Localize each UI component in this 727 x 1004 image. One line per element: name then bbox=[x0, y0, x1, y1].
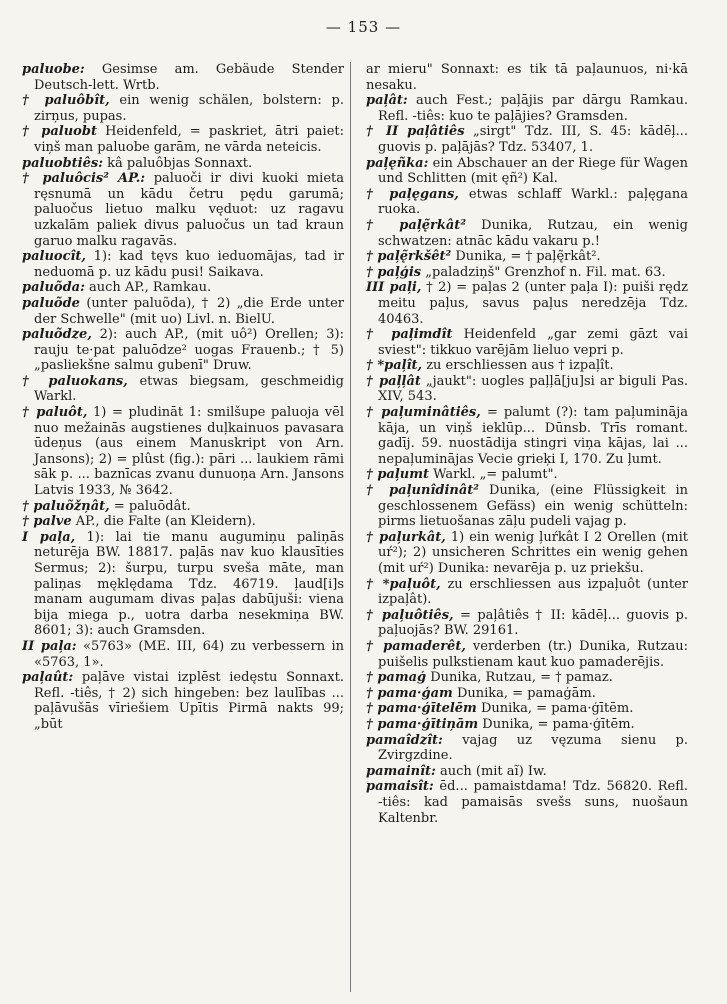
entry-text: kâ paluôbjas Sonnaxt. bbox=[107, 155, 253, 171]
dictionary-entry bbox=[366, 483, 688, 530]
entry-text: Heidenfeld, = paskriet, ātri paiet: viņš man paluobe garām, ne vārda neteicis. bbox=[34, 124, 344, 155]
entry-headword: paluobe: bbox=[22, 62, 85, 77]
entry-text: paļāve vistai izplēst iedęstu Sonnaxt. Refl. -tiês, † 2) sich hingeben: bez laulības ... paļāvušās vīriešiem Upītis Pirmā nakts 99; „būt bbox=[34, 670, 344, 732]
dictionary-entry bbox=[366, 686, 688, 702]
entry-text: = paļâtiês † II: kādēļ... guovis p. paļuojās? BW. 29161. bbox=[378, 607, 688, 639]
dictionary-entry bbox=[366, 717, 688, 733]
entry-text: Dunika, = † paļę̃rkât². bbox=[455, 249, 601, 265]
entry-text: zu erschliessen aus † izpaļît. bbox=[426, 358, 614, 374]
entry-text: ēd... pamaistdama! Tdz. 56820. Refl. -tiês: kad pamaisās svešs suns, nuošaun Kaltenbr. bbox=[378, 779, 688, 826]
entry-headword: † paļimdît bbox=[366, 327, 453, 343]
entry-headword: † paluokans, bbox=[22, 373, 128, 389]
right-column bbox=[366, 62, 688, 826]
entry-text: „jaukt": uogles paļļā[ju]si ar biguli Pas. XIV, 543. bbox=[378, 373, 688, 405]
dictionary-entry bbox=[366, 701, 688, 717]
entry-text: „paladziņš" Grenzhof n. Fil. mat. 63. bbox=[425, 264, 666, 280]
dictionary-entry bbox=[366, 577, 688, 608]
dictionary-entry bbox=[22, 296, 344, 327]
entry-headword: pamaisît: bbox=[366, 779, 434, 795]
entry-text: Dunika, = pama·ģītēm. bbox=[480, 701, 634, 717]
entry-headword: paļaût: bbox=[22, 670, 74, 686]
entry-headword: † paluôt, bbox=[22, 405, 88, 421]
entry-text: auch Fest.; paļājis par dārgu Ramkau. Refl. -tiês: kuo te paļājies? Gramsden. bbox=[378, 93, 688, 124]
dictionary-entry bbox=[366, 249, 688, 265]
dictionary-entry bbox=[366, 639, 688, 670]
entry-text: Dunika, Rutzau, = † pamaz. bbox=[430, 670, 613, 686]
entry-text: auch (mit aĩ) Iw. bbox=[439, 763, 547, 779]
entry-text: ar mieru" Sonnaxt: es tik tā paļaunuos, ni·kā nesaku. bbox=[366, 62, 688, 93]
dictionary-entry bbox=[22, 405, 344, 499]
dictionary-entry bbox=[366, 156, 688, 187]
dictionary-entry bbox=[366, 327, 688, 358]
entry-text: Dunika, (eine Flüssigkeit in geschlossenem Gefäss) ein wenig schütteln: pirms lietuošanas zāļu pudeli vajag p. bbox=[378, 483, 688, 530]
entry-headword: II paļa: bbox=[22, 638, 77, 654]
dictionary-entry bbox=[366, 62, 688, 93]
entry-headword: III paļi, bbox=[366, 280, 422, 296]
dictionary-entry bbox=[22, 280, 344, 296]
entry-text: (unter paluõda), † 2) „die Erde unter der Schwelle" (mit uo) Livl. n. BielU. bbox=[34, 295, 344, 327]
dictionary-entry bbox=[366, 93, 688, 124]
entry-text: verderben (tr.) Dunika, Rutzau: puišelis pulkstienam kaut kuo pamaderējis. bbox=[378, 638, 689, 670]
entry-headword: † pama·ģītelēm bbox=[366, 701, 477, 717]
entry-headword: † pamaderêt, bbox=[366, 638, 466, 654]
entry-headword: pamainît: bbox=[366, 763, 436, 779]
entry-headword: † paļģis bbox=[366, 264, 422, 280]
entry-headword: paļęñka: bbox=[366, 155, 429, 171]
entry-headword: † paļę̃rkât² bbox=[366, 217, 467, 233]
entry-headword: † paluõžņât, bbox=[22, 498, 110, 514]
entry-headword: † paļļât bbox=[366, 373, 421, 389]
dictionary-entry bbox=[22, 530, 344, 639]
entry-text: Heidenfeld „gar zemi gāzt vai sviest": tikkuo varējām lieluo vepri p. bbox=[378, 327, 688, 358]
dictionary-entry bbox=[366, 265, 688, 281]
dictionary-entry bbox=[22, 156, 344, 172]
dictionary-entry bbox=[22, 499, 344, 515]
dictionary-entry bbox=[366, 608, 688, 639]
entry-headword: † paļęgans, bbox=[366, 186, 459, 202]
column-divider bbox=[350, 62, 351, 992]
dictionary-entry bbox=[366, 187, 688, 218]
entry-headword: † paļumt bbox=[366, 467, 429, 483]
entry-headword: † pamaģ bbox=[366, 670, 427, 686]
entry-text: etwas schlaff Warkl.: paļęgana ruoka. bbox=[378, 186, 689, 218]
entry-text: vajag uz vęzuma sienu p. Zvirgzdine. bbox=[378, 732, 688, 764]
entry-headword: † paļę̃rkšêt² bbox=[366, 249, 452, 265]
entry-text: 1) ein wenig ļuŕkât I 2 Orellen (mit uŕ²); 2) unsicheren Schrittes ein wenig gehen (mit uŕ²) Dunika: nevarēja p. uz priekšu. bbox=[378, 529, 688, 576]
entry-text: = paluōdât. bbox=[113, 498, 191, 514]
dictionary-entry bbox=[22, 670, 344, 732]
entry-text: 1) = pludināt 1: smilšupe paluoja vēl nuo mežainās augstienes duļkainuos pavasara ūdeņus (aus einem Manuskript von Arn. Jansons); 2) = plûst (fig.): pāri ... laukiem rāmi sāk p. ... baznīcas zvanu dunuoņa Arn. Jansons Latvis 1933, № 3642. bbox=[34, 405, 344, 499]
entry-text: Dunika, = pamaģām. bbox=[456, 685, 596, 701]
entry-headword: paluocît, bbox=[22, 249, 86, 265]
dictionary-entry bbox=[22, 514, 344, 530]
entry-text: «5763» (ME. III, 64) zu verbessern in «5763, 1». bbox=[34, 638, 344, 670]
entry-headword: † *paļît, bbox=[366, 358, 423, 374]
dictionary-entry bbox=[366, 670, 688, 686]
entry-headword: pamaîdzît: bbox=[366, 732, 443, 748]
dictionary-entry bbox=[366, 280, 688, 327]
entry-headword: † II paļâtiês bbox=[366, 124, 465, 140]
entry-text: Warkl. „= palumt". bbox=[433, 467, 558, 483]
dictionary-entry bbox=[366, 779, 688, 826]
entry-headword: paluõda: bbox=[22, 280, 85, 296]
entry-headword: † paļuminâtiês, bbox=[366, 405, 481, 421]
entry-headword: † paļunîdinât² bbox=[366, 483, 479, 499]
dictionary-entry bbox=[22, 249, 344, 280]
dictionary-entry bbox=[22, 374, 344, 405]
entry-text: Dunika, Rutzau, ein wenig schwatzen: atnāc kādu vakaru p.! bbox=[378, 217, 688, 249]
entry-headword: I paļa, bbox=[22, 529, 76, 545]
entry-headword: † paļuôtiês, bbox=[366, 607, 454, 623]
dictionary-entry bbox=[366, 218, 688, 249]
entry-text: Dunika, = pama·ģītēm. bbox=[482, 716, 635, 732]
dictionary-entry bbox=[22, 93, 344, 124]
entry-headword: † paluôcis² AP.: bbox=[22, 171, 146, 187]
dictionary-entry bbox=[366, 530, 688, 577]
entry-text: etwas biegsam, geschmeidig Warkl. bbox=[34, 373, 344, 405]
entry-headword: † *paļuôt, bbox=[366, 576, 441, 592]
entry-headword: paluõdze, bbox=[22, 327, 92, 343]
entry-headword: paļât: bbox=[366, 93, 408, 109]
dictionary-entry bbox=[366, 733, 688, 764]
entry-text: 2): auch AP., (mit uô²) Orellen; 3): rauju te·pat paluōdze² uogas Frauenb.; † 5) „pasliekšne salmu gubenī" Druw. bbox=[34, 327, 344, 374]
entry-text: zu erschliessen aus izpaļuôt (unter izpaļât). bbox=[378, 576, 688, 608]
entry-headword: paluõde bbox=[22, 295, 80, 311]
entry-headword: † paļurkât, bbox=[366, 529, 446, 545]
page-number: — 153 — bbox=[325, 18, 402, 36]
entry-headword: † palve bbox=[22, 514, 72, 530]
dictionary-entry bbox=[22, 639, 344, 670]
entry-text: Gesimse am. Gebäude Stender Deutsch-lett. Wrtb. bbox=[34, 62, 344, 93]
entry-headword: † paluôbît, bbox=[22, 93, 110, 109]
entry-headword: paluobtiês: bbox=[22, 155, 103, 171]
entry-headword: † paluobt bbox=[22, 124, 97, 140]
dictionary-entry bbox=[22, 124, 344, 155]
dictionary-entry bbox=[22, 62, 344, 93]
entry-text: 1): kad tęvs kuo ieduomājas, tad ir neduomā p. uz kādu pusi! Saikava. bbox=[34, 249, 344, 280]
dictionary-entry bbox=[366, 358, 688, 374]
dictionary-entry bbox=[366, 405, 688, 467]
entry-text: „sirgt" Tdz. III, S. 45: kādēļ... guovis p. paļājās? Tdz. 53407, 1. bbox=[378, 124, 689, 155]
entry-text: AP., die Falte (an Kleidern). bbox=[75, 514, 256, 530]
entry-headword: † pama·ģam bbox=[366, 685, 453, 701]
dictionary-entry bbox=[366, 764, 688, 780]
dictionary-entry bbox=[22, 171, 344, 249]
dictionary-entry bbox=[366, 467, 688, 483]
dictionary-entry bbox=[22, 327, 344, 374]
entry-text: 1): lai tie manu augumiņu paliņās neturēja BW. 18817. paļās nav kuo klausīties Sermus; 2): šurpu, turpu sveša māte, man paliņas męklędama Tdz. 46719. ļaud[i]s manam augumam divas paļas dabūjuši: viena bija miega p., uotra darba nesekmiņa BW. 8601; 3): auch Gramsden. bbox=[34, 529, 345, 639]
entry-text: ein wenig schälen, bolstern: p. zirņus, pupas. bbox=[34, 93, 344, 124]
left-column bbox=[22, 62, 344, 733]
entry-headword: † pama·ģītiņām bbox=[366, 716, 479, 732]
entry-text: † 2) = paļas 2 (unter paļa I): puiši rędz meitu paļus, savus paļus neredzēja Tdz. 40463. bbox=[378, 280, 689, 327]
entry-text: paluoči ir divi kuoki mieta ręsnumā un kādu četru pędu garumā; paluočus lietuo malku vęduot: uz ragavu uzkalām paliek divus paluočus un tad kraun garuo malku ragavās. bbox=[34, 171, 345, 249]
entry-text: = palumt (?): tam paļumināja kāja, un viņš ieklūp... Dūnsb. Trīs romant. gadīj. 59. nuostādija stingri viņa kājas, lai ... nepaļuminājas Vecie grieķi I, 170. Zu ļumt. bbox=[378, 405, 688, 467]
dictionary-entry bbox=[366, 374, 688, 405]
entry-text: ein Abschauer an der Riege für Wagen und Schlitten (mit ęñ²) Kal. bbox=[378, 155, 688, 187]
dictionary-entry bbox=[366, 124, 688, 155]
entry-text: auch AP., Ramkau. bbox=[89, 280, 212, 296]
